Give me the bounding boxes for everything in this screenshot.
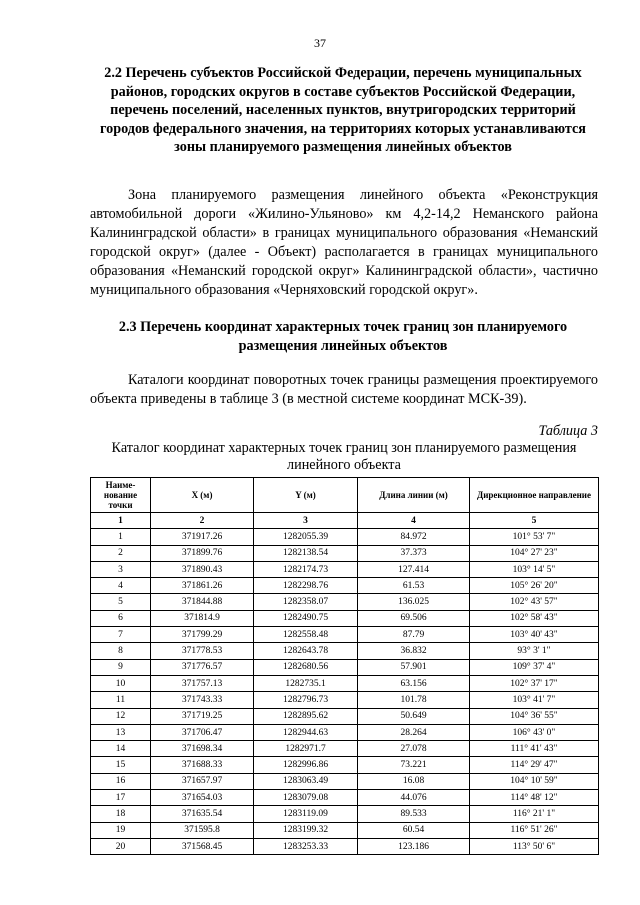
cell-y: 1282895.62 bbox=[254, 708, 358, 724]
cell-length: 36.832 bbox=[358, 643, 470, 659]
table-row bbox=[91, 578, 599, 594]
cell-y: 1282055.39 bbox=[254, 529, 358, 545]
cell-direction: 104° 36' 55" bbox=[470, 708, 599, 724]
table-row bbox=[91, 790, 599, 806]
cell-x: 371861.26 bbox=[151, 578, 254, 594]
table-row bbox=[91, 545, 599, 561]
cell-point: 16 bbox=[91, 773, 151, 789]
cell-direction: 116° 21' 1" bbox=[470, 806, 599, 822]
table-row bbox=[91, 708, 599, 724]
cell-point: 1 bbox=[91, 529, 151, 545]
header-direction: Дирекционное направление bbox=[470, 478, 599, 513]
cell-point: 13 bbox=[91, 724, 151, 740]
cell-length: 28.264 bbox=[358, 724, 470, 740]
cell-x: 371688.33 bbox=[151, 757, 254, 773]
cell-length: 27.078 bbox=[358, 741, 470, 757]
cell-direction: 93° 3' 1" bbox=[470, 643, 599, 659]
cell-y: 1282971.7 bbox=[254, 741, 358, 757]
cell-direction: 105° 26' 20" bbox=[470, 578, 599, 594]
cell-length: 57.901 bbox=[358, 659, 470, 675]
cell-length: 136.025 bbox=[358, 594, 470, 610]
cell-direction: 102° 58' 43" bbox=[470, 610, 599, 626]
cell-x: 371776.57 bbox=[151, 659, 254, 675]
section-2-3-title: 2.3 Перечень координат характерных точек границ зон планируемого размещения линейных объектов bbox=[118, 319, 568, 354]
cell-point: 18 bbox=[91, 806, 151, 822]
cell-point: 19 bbox=[91, 822, 151, 838]
cell-direction: 114° 48' 12" bbox=[470, 790, 599, 806]
cell-point: 6 bbox=[91, 610, 151, 626]
cell-y: 1283063.49 bbox=[254, 773, 358, 789]
header-point-name: Наиме-нование точки bbox=[91, 478, 151, 513]
cell-length: 37.373 bbox=[358, 545, 470, 561]
column-number: 1 bbox=[91, 513, 151, 529]
table-row bbox=[91, 757, 599, 773]
table-row bbox=[91, 822, 599, 838]
cell-point: 15 bbox=[91, 757, 151, 773]
cell-direction: 111° 41' 43" bbox=[470, 741, 599, 757]
table-row bbox=[91, 643, 599, 659]
cell-x: 371698.34 bbox=[151, 741, 254, 757]
table-row bbox=[91, 610, 599, 626]
cell-length: 127.414 bbox=[358, 561, 470, 577]
cell-y: 1283079.08 bbox=[254, 790, 358, 806]
table-row bbox=[91, 627, 599, 643]
cell-x: 371595.8 bbox=[151, 822, 254, 838]
page-number: 37 bbox=[314, 36, 326, 50]
cell-length: 61.53 bbox=[358, 578, 470, 594]
cell-point: 2 bbox=[91, 545, 151, 561]
cell-length: 73.221 bbox=[358, 757, 470, 773]
cell-point: 9 bbox=[91, 659, 151, 675]
cell-length: 60.54 bbox=[358, 822, 470, 838]
cell-direction: 116° 51' 26" bbox=[470, 822, 599, 838]
table-row bbox=[91, 773, 599, 789]
cell-y: 1282138.54 bbox=[254, 545, 358, 561]
section-2-2-title: 2.2 Перечень субъектов Российской Федерации, перечень муниципальных районов, городских округов в составе субъектов Российской Федерации, перечень поселений, населенных пунктов, внутригородских территорий городов федерального значения, на территориях которых устанавливаются зоны планируемого размещения линейных объектов bbox=[100, 65, 586, 156]
cell-y: 1282796.73 bbox=[254, 692, 358, 708]
cell-y: 1282735.1 bbox=[254, 675, 358, 691]
cell-point: 7 bbox=[91, 627, 151, 643]
column-number-row bbox=[91, 513, 599, 529]
cell-x: 371917.26 bbox=[151, 529, 254, 545]
column-number: 2 bbox=[151, 513, 254, 529]
cell-direction: 103° 14' 5" bbox=[470, 561, 599, 577]
table-row bbox=[91, 594, 599, 610]
column-number: 3 bbox=[254, 513, 358, 529]
cell-x: 371635.54 bbox=[151, 806, 254, 822]
cell-length: 89.533 bbox=[358, 806, 470, 822]
cell-point: 11 bbox=[91, 692, 151, 708]
cell-point: 12 bbox=[91, 708, 151, 724]
cell-y: 1282680.56 bbox=[254, 659, 358, 675]
cell-length: 101.78 bbox=[358, 692, 470, 708]
table-row bbox=[91, 529, 599, 545]
cell-direction: 106° 43' 0" bbox=[470, 724, 599, 740]
cell-point: 10 bbox=[91, 675, 151, 691]
cell-direction: 104° 10' 59" bbox=[470, 773, 599, 789]
table-label: Таблица 3 bbox=[538, 423, 598, 439]
table-row bbox=[91, 659, 599, 675]
table-row bbox=[91, 806, 599, 822]
cell-x: 371844.88 bbox=[151, 594, 254, 610]
cell-point: 5 bbox=[91, 594, 151, 610]
cell-length: 69.506 bbox=[358, 610, 470, 626]
cell-point: 17 bbox=[91, 790, 151, 806]
cell-x: 371568.45 bbox=[151, 838, 254, 854]
cell-x: 371778.53 bbox=[151, 643, 254, 659]
table-row bbox=[91, 724, 599, 740]
table-row bbox=[91, 692, 599, 708]
cell-x: 371757.13 bbox=[151, 675, 254, 691]
header-y: Y (м) bbox=[254, 478, 358, 513]
table-row bbox=[91, 675, 599, 691]
section-2-2-text: Зона планируемого размещения линейного объекта «Реконструкция автомобильной дороги «Жилино-Ульяново» км 4,2-14,2 Неманского района Калининградской области» в границах муниципального образования «Неманский городской округ» (далее - Объект) располагается в границах муниципального образования «Неманский городской округ» Калининградской области», частично муниципального образования «Черняховский городской округ». bbox=[90, 187, 598, 298]
cell-direction: 113° 50' 6" bbox=[470, 838, 599, 854]
table-row bbox=[91, 561, 599, 577]
cell-x: 371743.33 bbox=[151, 692, 254, 708]
column-number: 4 bbox=[358, 513, 470, 529]
cell-direction: 102° 37' 17" bbox=[470, 675, 599, 691]
cell-x: 371799.29 bbox=[151, 627, 254, 643]
cell-x: 371719.25 bbox=[151, 708, 254, 724]
cell-y: 1282358.07 bbox=[254, 594, 358, 610]
cell-direction: 103° 40' 43" bbox=[470, 627, 599, 643]
cell-y: 1283119.09 bbox=[254, 806, 358, 822]
cell-length: 50.649 bbox=[358, 708, 470, 724]
cell-y: 1282944.63 bbox=[254, 724, 358, 740]
cell-direction: 104° 27' 23" bbox=[470, 545, 599, 561]
table-row bbox=[91, 741, 599, 757]
cell-point: 14 bbox=[91, 741, 151, 757]
header-x: X (м) bbox=[151, 478, 254, 513]
cell-direction: 101° 53' 7" bbox=[470, 529, 599, 545]
cell-y: 1282298.76 bbox=[254, 578, 358, 594]
cell-length: 123.186 bbox=[358, 838, 470, 854]
cell-direction: 109° 37' 4" bbox=[470, 659, 599, 675]
table-header-row bbox=[91, 478, 599, 513]
cell-length: 63.156 bbox=[358, 675, 470, 691]
header-line-length: Длина линии (м) bbox=[358, 478, 470, 513]
cell-point: 3 bbox=[91, 561, 151, 577]
cell-x: 371814.9 bbox=[151, 610, 254, 626]
cell-length: 44.076 bbox=[358, 790, 470, 806]
cell-length: 84.972 bbox=[358, 529, 470, 545]
cell-direction: 114° 29' 47" bbox=[470, 757, 599, 773]
cell-point: 4 bbox=[91, 578, 151, 594]
coordinates-table bbox=[90, 477, 599, 855]
cell-x: 371657.97 bbox=[151, 773, 254, 789]
cell-x: 371899.76 bbox=[151, 545, 254, 561]
cell-y: 1282996.86 bbox=[254, 757, 358, 773]
cell-length: 87.79 bbox=[358, 627, 470, 643]
cell-y: 1282174.73 bbox=[254, 561, 358, 577]
cell-point: 8 bbox=[91, 643, 151, 659]
cell-direction: 103° 41' 7" bbox=[470, 692, 599, 708]
cell-y: 1282558.48 bbox=[254, 627, 358, 643]
table-row bbox=[91, 838, 599, 854]
cell-x: 371890.43 bbox=[151, 561, 254, 577]
cell-direction: 102° 43' 57" bbox=[470, 594, 599, 610]
cell-length: 16.08 bbox=[358, 773, 470, 789]
cell-y: 1283253.33 bbox=[254, 838, 358, 854]
cell-y: 1283199.32 bbox=[254, 822, 358, 838]
table-caption: Каталог координат характерных точек границ зон планируемого размещения линейного объекта bbox=[111, 440, 577, 473]
column-number: 5 bbox=[470, 513, 599, 529]
cell-y: 1282490.75 bbox=[254, 610, 358, 626]
cell-point: 20 bbox=[91, 838, 151, 854]
cell-y: 1282643.78 bbox=[254, 643, 358, 659]
cell-x: 371706.47 bbox=[151, 724, 254, 740]
section-2-3-text: Каталоги координат поворотных точек границы размещения проектируемого объекта приведены в таблице 3 (в местной системе координат МСК-39). bbox=[90, 372, 598, 407]
cell-x: 371654.03 bbox=[151, 790, 254, 806]
